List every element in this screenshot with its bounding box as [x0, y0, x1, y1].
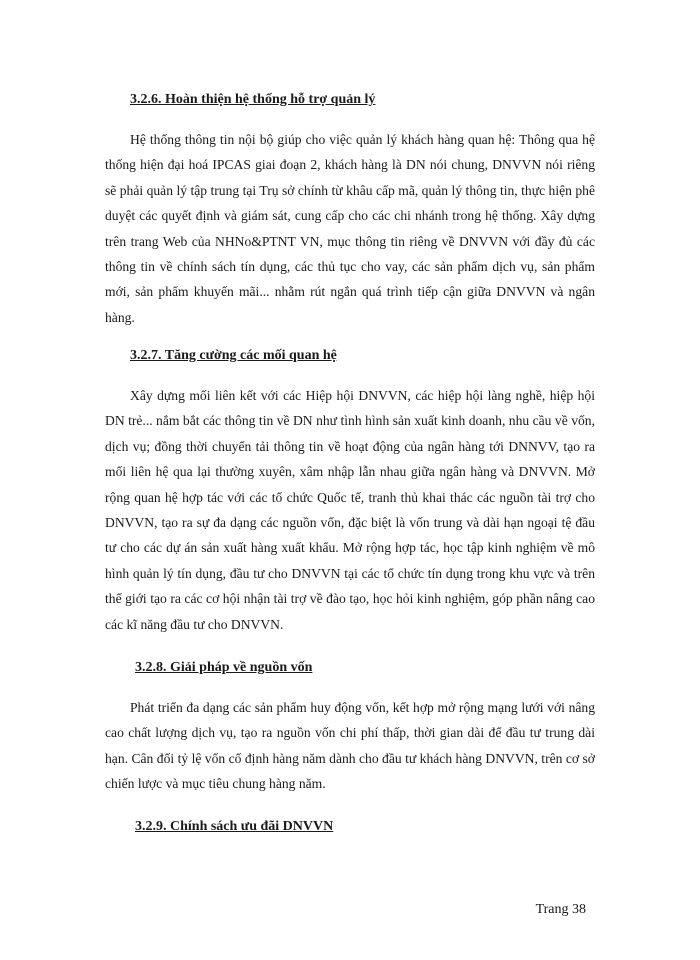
section-paragraph-3-2-6: Hệ thống thông tin nội bộ giúp cho việc quản lý khách hàng quan hệ: Thông qua hệ thống hiện đại hoá IPCAS giai đoạn 2, khách hàng là DN nói chung, DNVVN nói riêng sẽ phải quản lý tập trung tại Trụ sở chính từ khâu cấp mã, quản lý thông tin, thực hiện phê duyệt các quyết định và giám sát, cung cấp cho các chi nhánh trong hệ thống. Xây dựng trên trang Web của NHNo&PTNT VN, mục thông tin riêng về DNVVN với đầy đủ các thông tin về chính sách tín dụng, các thủ tục cho vay, các sản phẩm dịch vụ, sản phẩm mới, sản phẩm khuyến mãi... nhằm rút ngắn quá trình tiếp cận giữa DNVVN và ngân hàng. — [105, 132, 595, 325]
section-heading-3-2-8: 3.2.8. Giải pháp về nguồn vốn — [135, 660, 313, 675]
section-paragraph-3-2-7: Xây dựng mối liên kết với các Hiệp hội DNVVN, các hiệp hội làng nghề, hiệp hội DN trẻ... nắm bắt các thông tin về DN như tình hình sản xuất kinh doanh, nhu cầu về vốn, dịch vụ; đồng thời chuyển tải thông tin về hoạt động của ngân hàng tới DNNVV, tạo ra mối liên hệ qua lại thường xuyên, xâm nhập lẫn nhau giữa ngân hàng và DNVVN. Mở rộng quan hệ hợp tác với các tổ chức Quốc tế, tranh thủ khai thác các nguồn tài trợ cho DNVVN, tạo ra sự đa dạng các nguồn vốn, đặc biệt là vốn trung và dài hạn ngoại tệ đầu tư cho các dự án sản xuất hàng xuất khẩu. Mở rộng hợp tác, học tập kinh nghiệm về mô hình quản lý tín dụng, đầu tư cho DNVVN tại các tổ chức tín dụng trong khu vực và trên thế giới tạo ra các cơ hội nhận tài trợ về đào tạo, học hỏi kinh nghiệm, góp phần nâng cao các kĩ năng đầu tư cho DNVVN. — [105, 388, 595, 632]
section-heading-3-2-9: 3.2.9. Chính sách ưu đãi DNVVN — [135, 819, 334, 834]
section-heading-3-2-7: 3.2.7. Tăng cường các mối quan hệ — [130, 348, 337, 363]
section-heading-3-2-6: 3.2.6. Hoàn thiện hệ thống hỗ trợ quản lý — [130, 92, 376, 107]
section-paragraph-3-2-8: Phát triển đa dạng các sản phẩm huy động vốn, kết hợp mở rộng mạng lưới với nâng cao chất lượng dịch vụ, tạo ra nguồn vốn chi phí thấp, thời gian dài để đầu tư trung dài hạn. Cân đối tỷ lệ vốn cố định hàng năm dành cho đầu tư khách hàng DNVVN, trên cơ sở chiến lược và mục tiêu chung hàng năm. — [105, 700, 595, 792]
page-number: Trang 38 — [535, 902, 586, 917]
